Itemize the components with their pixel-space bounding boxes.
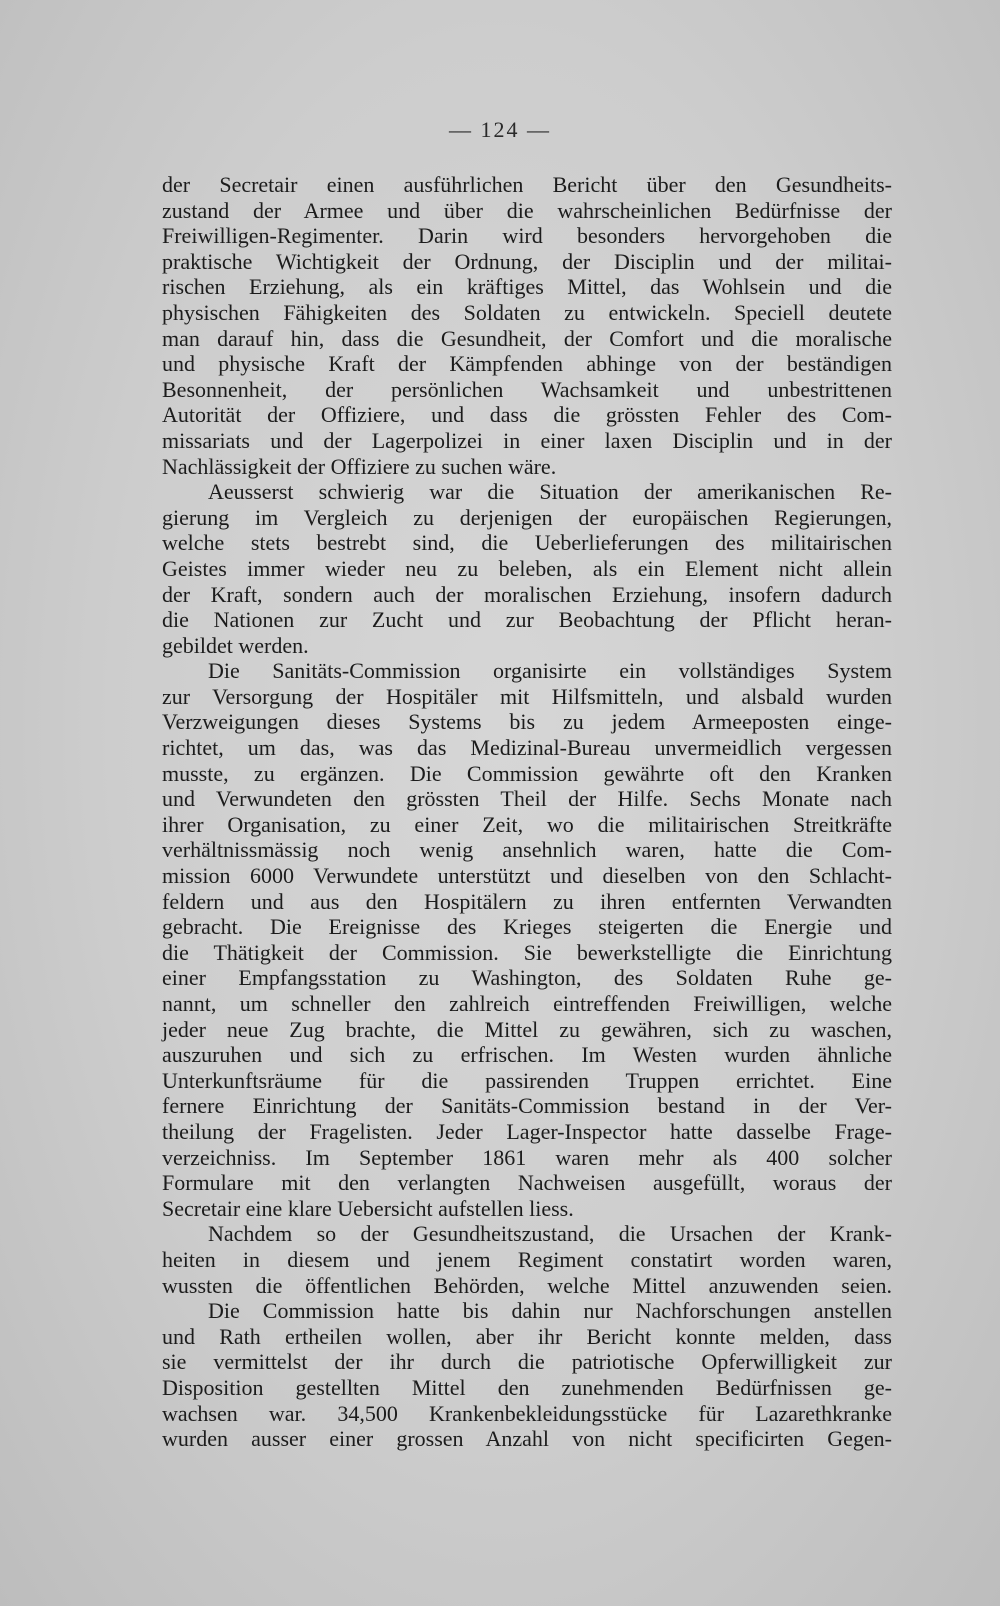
text-line: und physische Kraft der Kämpfenden abhinge von der beständigen — [162, 351, 892, 377]
text-line: zustand der Armee und über die wahrscheinlichen Bedürfnisse der — [162, 197, 892, 223]
text-line: feldern und aus den Hospitälern zu ihren entfernten Verwandten — [162, 888, 892, 914]
text-line: theilung der Fragelisten. Jeder Lager-Inspector hatte dasselbe Frage- — [162, 1118, 892, 1144]
text-line: praktische Wichtigkeit der Ordnung, der Disciplin und der militai- — [162, 248, 892, 274]
text-line: wachsen war. 34,500 Krankenbekleidungsstücke für Lazarethkranke — [162, 1400, 892, 1426]
text-line: mission 6000 Verwundete unterstützt und dieselben von den Schlacht- — [162, 863, 892, 889]
text-line: Die Commission hatte bis dahin nur Nachforschungen anstellen — [208, 1298, 892, 1324]
text-line: ihrer Organisation, zu einer Zeit, wo die militairischen Streitkräfte — [162, 811, 892, 837]
text-line: nannt, um schneller den zahlreich eintreffenden Freiwilligen, welche — [162, 991, 892, 1016]
text-line: Geistes immer wieder neu zu beleben, als ein Element nicht allein — [162, 555, 892, 581]
text-line: und Verwundeten den grössten Theil der Hilfe. Sechs Monate nach — [162, 786, 892, 812]
text-line: gebracht. Die Ereignisse des Krieges steigerten die Energie und — [162, 914, 892, 940]
text-line: die Nationen zur Zucht und zur Beobachtung der Pflicht heran- — [162, 607, 892, 633]
text-line: fernere Einrichtung der Sanitäts-Commission bestand in der Ver- — [162, 1093, 892, 1119]
text-line: zur Versorgung der Hospitäler mit Hilfsmitteln, und alsbald wurden — [162, 683, 892, 709]
text-line: sie vermittelst der ihr durch die patriotische Opferwilligkeit zur — [162, 1349, 892, 1375]
text-line: Unterkunftsräume für die passirenden Truppen errichtet. Eine — [162, 1067, 892, 1093]
text-line: jeder neue Zug brachte, die Mittel zu gewähren, sich zu waschen, — [162, 1016, 892, 1042]
text-line: der Secretair einen ausführlichen Bericht über den Gesundheits- — [162, 172, 892, 197]
text-line: verhältnissmässig noch wenig ansehnlich waren, hatte die Com- — [162, 837, 892, 863]
text-line: die Thätigkeit der Commission. Sie bewerkstelligte die Einrichtung — [162, 939, 892, 965]
text-line: Nachdem so der Gesundheitszustand, die Ursachen der Krank- — [208, 1221, 892, 1247]
text-line: Autorität der Offiziere, und dass die grössten Fehler des Com- — [162, 402, 892, 428]
text-line: Secretair eine klare Uebersicht aufstellen liess. — [162, 1195, 574, 1221]
text-line: richtet, um das, was das Medizinal-Bureau unvermeidlich vergessen — [162, 735, 892, 761]
text-line: man darauf hin, dass die Gesundheit, der Comfort und die moralische — [162, 325, 892, 351]
text-line: Nachlässigkeit der Offiziere zu suchen wäre. — [162, 453, 557, 479]
text-line: Formulare mit den verlangten Nachweisen ausgefüllt, woraus der — [162, 1170, 892, 1196]
text-line: und Rath ertheilen wollen, aber ihr Bericht konnte melden, dass — [162, 1323, 892, 1349]
text-line: einer Empfangsstation zu Washington, des Soldaten Ruhe ge- — [162, 965, 892, 991]
text-line: Disposition gestellten Mittel den zunehmenden Bedürfnissen ge- — [162, 1374, 892, 1400]
text-line: welche stets bestrebt sind, die Ueberlieferungen des militairischen — [162, 530, 892, 556]
text-line: missariats und der Lagerpolizei in einer laxen Disciplin und in der — [162, 427, 892, 453]
body-text — [162, 172, 892, 1452]
text-line: gierung im Vergleich zu derjenigen der europäischen Regierungen, — [162, 504, 892, 530]
text-line: der Kraft, sondern auch der moralischen Erziehung, insofern dadurch — [162, 581, 892, 607]
text-line: wussten die öffentlichen Behörden, welche Mittel anzuwenden seien. — [162, 1272, 892, 1298]
text-line: Die Sanitäts-Commission organisirte ein vollständiges System — [208, 658, 892, 684]
text-line: verzeichniss. Im September 1861 waren mehr als 400 solcher — [162, 1144, 892, 1170]
text-line: musste, zu ergänzen. Die Commission gewährte oft den Kranken — [162, 760, 892, 786]
text-line: auszuruhen und sich zu erfrischen. Im Westen wurden ähnliche — [162, 1042, 892, 1068]
text-line: Besonnenheit, der persönlichen Wachsamkeit und unbestrittenen — [162, 376, 892, 402]
page-number: — 124 — — [449, 117, 551, 142]
text-line: gebildet werden. — [162, 632, 309, 658]
text-line: heiten in diesem und jenem Regiment constatirt worden waren, — [162, 1246, 892, 1272]
text-line: rischen Erziehung, als ein kräftiges Mittel, das Wohlsein und die — [162, 274, 892, 300]
text-line: Aeusserst schwierig war die Situation der amerikanischen Re- — [208, 479, 892, 505]
text-line: wurden ausser einer grossen Anzahl von nicht specificirten Gegen- — [162, 1426, 892, 1452]
text-line: Verzweigungen dieses Systems bis zu jedem Armeeposten einge- — [162, 709, 892, 735]
text-line: physischen Fähigkeiten des Soldaten zu entwickeln. Speciell deutete — [162, 299, 892, 325]
text-line: Freiwilligen-Regimenter. Darin wird besonders hervorgehoben die — [162, 223, 892, 249]
